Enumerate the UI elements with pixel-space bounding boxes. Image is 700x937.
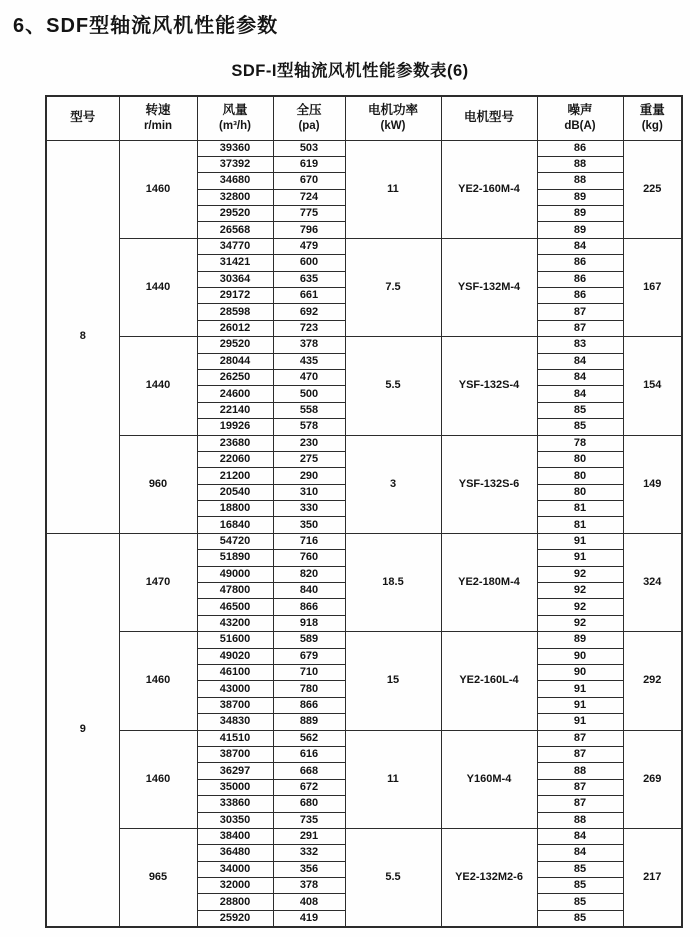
- pressure-cell: 672: [273, 779, 345, 795]
- weight-cell: 324: [623, 533, 682, 631]
- noise-cell: 87: [537, 304, 623, 320]
- model-cell: 9: [46, 533, 119, 926]
- flow-cell: 28044: [197, 353, 273, 369]
- noise-cell: 89: [537, 206, 623, 222]
- noise-cell: 91: [537, 714, 623, 730]
- noise-cell: 86: [537, 255, 623, 271]
- pressure-cell: 716: [273, 533, 345, 549]
- noise-cell: 85: [537, 419, 623, 435]
- motor-cell: YSF-132M-4: [441, 238, 537, 336]
- rpm-cell: 1460: [119, 632, 197, 730]
- noise-cell: 89: [537, 189, 623, 205]
- flow-cell: 43000: [197, 681, 273, 697]
- flow-cell: 33860: [197, 796, 273, 812]
- table-row: [46, 435, 682, 451]
- motor-cell: Y160M-4: [441, 730, 537, 828]
- power-cell: 11: [345, 730, 441, 828]
- rpm-cell: 1440: [119, 337, 197, 435]
- pressure-cell: 820: [273, 566, 345, 582]
- power-cell: 3: [345, 435, 441, 533]
- noise-cell: 84: [537, 845, 623, 861]
- page-title: 6、SDF型轴流风机性能参数: [13, 15, 279, 37]
- pressure-cell: 230: [273, 435, 345, 451]
- motor-cell: YSF-132S-6: [441, 435, 537, 533]
- noise-cell: 83: [537, 337, 623, 353]
- flow-cell: 39360: [197, 140, 273, 156]
- flow-cell: 26250: [197, 369, 273, 385]
- pressure-cell: 479: [273, 238, 345, 254]
- power-cell: 5.5: [345, 337, 441, 435]
- pressure-cell: 840: [273, 583, 345, 599]
- pressure-cell: 600: [273, 255, 345, 271]
- pressure-cell: 692: [273, 304, 345, 320]
- noise-cell: 92: [537, 583, 623, 599]
- noise-cell: 84: [537, 386, 623, 402]
- fan-performance-table: [45, 95, 683, 928]
- pressure-cell: 724: [273, 189, 345, 205]
- column-header-model: [46, 96, 119, 140]
- column-header-label: 电机功率: [367, 103, 418, 118]
- noise-cell: 88: [537, 812, 623, 828]
- pressure-cell: 668: [273, 763, 345, 779]
- pressure-cell: 408: [273, 894, 345, 910]
- noise-cell: 92: [537, 615, 623, 631]
- column-header-power: [345, 96, 441, 140]
- noise-cell: 91: [537, 550, 623, 566]
- flow-cell: 26568: [197, 222, 273, 238]
- weight-cell: 154: [623, 337, 682, 435]
- column-header-label: 风量: [222, 103, 248, 118]
- pressure-cell: 378: [273, 337, 345, 353]
- flow-cell: 28598: [197, 304, 273, 320]
- flow-cell: 47800: [197, 583, 273, 599]
- motor-cell: YE2-180M-4: [441, 533, 537, 631]
- column-header-label: 转速: [145, 103, 171, 118]
- weight-cell: 217: [623, 828, 682, 926]
- noise-cell: 81: [537, 517, 623, 533]
- flow-cell: 19926: [197, 419, 273, 435]
- flow-cell: 54720: [197, 533, 273, 549]
- column-header-pressure: [273, 96, 345, 140]
- noise-cell: 81: [537, 501, 623, 517]
- flow-cell: 46100: [197, 665, 273, 681]
- flow-cell: 49020: [197, 648, 273, 664]
- flow-cell: 32000: [197, 878, 273, 894]
- noise-cell: 84: [537, 353, 623, 369]
- flow-cell: 38700: [197, 746, 273, 762]
- column-header-noise: [537, 96, 623, 140]
- pressure-cell: 310: [273, 484, 345, 500]
- column-header-label: 型号: [70, 110, 96, 125]
- noise-cell: 87: [537, 796, 623, 812]
- flow-cell: 51600: [197, 632, 273, 648]
- table-row: [46, 828, 682, 844]
- motor-cell: YE2-160M-4: [441, 140, 537, 238]
- weight-cell: 149: [623, 435, 682, 533]
- pressure-cell: 918: [273, 615, 345, 631]
- rpm-cell: 1440: [119, 238, 197, 336]
- pressure-cell: 616: [273, 746, 345, 762]
- noise-cell: 86: [537, 288, 623, 304]
- column-header-label: 全压: [296, 103, 322, 118]
- table-row: [46, 730, 682, 746]
- flow-cell: 32800: [197, 189, 273, 205]
- flow-cell: 25920: [197, 910, 273, 926]
- rpm-cell: 1460: [119, 140, 197, 238]
- flow-cell: 38700: [197, 697, 273, 713]
- table-row: [46, 238, 682, 254]
- pressure-cell: 866: [273, 599, 345, 615]
- pressure-cell: 760: [273, 550, 345, 566]
- power-cell: 11: [345, 140, 441, 238]
- header-row: [46, 96, 682, 140]
- column-header-unit: r/min: [143, 119, 173, 132]
- table-row: [46, 140, 682, 156]
- pressure-cell: 889: [273, 714, 345, 730]
- noise-cell: 89: [537, 222, 623, 238]
- flow-cell: 35000: [197, 779, 273, 795]
- pressure-cell: 291: [273, 828, 345, 844]
- pressure-cell: 780: [273, 681, 345, 697]
- noise-cell: 85: [537, 910, 623, 926]
- pressure-cell: 670: [273, 173, 345, 189]
- noise-cell: 88: [537, 763, 623, 779]
- noise-cell: 87: [537, 779, 623, 795]
- table-header: [46, 96, 682, 140]
- pressure-cell: 578: [273, 419, 345, 435]
- pressure-cell: 558: [273, 402, 345, 418]
- column-header-unit: (kW): [380, 119, 406, 132]
- noise-cell: 80: [537, 451, 623, 467]
- noise-cell: 86: [537, 140, 623, 156]
- noise-cell: 90: [537, 665, 623, 681]
- flow-cell: 29520: [197, 337, 273, 353]
- pressure-cell: 500: [273, 386, 345, 402]
- flow-cell: 28800: [197, 894, 273, 910]
- flow-cell: 20540: [197, 484, 273, 500]
- flow-cell: 38400: [197, 828, 273, 844]
- column-header-weight: [623, 96, 682, 140]
- pressure-cell: 330: [273, 501, 345, 517]
- table-title: SDF-I型轴流风机性能参数表(6): [231, 62, 469, 80]
- flow-cell: 37392: [197, 156, 273, 172]
- noise-cell: 91: [537, 697, 623, 713]
- noise-cell: 89: [537, 632, 623, 648]
- pressure-cell: 332: [273, 845, 345, 861]
- pressure-cell: 290: [273, 468, 345, 484]
- flow-cell: 34830: [197, 714, 273, 730]
- column-header-unit: (kg): [641, 119, 663, 132]
- flow-cell: 29172: [197, 288, 273, 304]
- flow-cell: 31421: [197, 255, 273, 271]
- power-cell: 7.5: [345, 238, 441, 336]
- pressure-cell: 503: [273, 140, 345, 156]
- flow-cell: 34680: [197, 173, 273, 189]
- noise-cell: 85: [537, 878, 623, 894]
- rpm-cell: 1470: [119, 533, 197, 631]
- pressure-cell: 796: [273, 222, 345, 238]
- noise-cell: 84: [537, 828, 623, 844]
- noise-cell: 90: [537, 648, 623, 664]
- table-body: [46, 140, 682, 927]
- rpm-cell: 960: [119, 435, 197, 533]
- noise-cell: 85: [537, 861, 623, 877]
- pressure-cell: 562: [273, 730, 345, 746]
- weight-cell: 292: [623, 632, 682, 730]
- flow-cell: 36297: [197, 763, 273, 779]
- flow-cell: 43200: [197, 615, 273, 631]
- pressure-cell: 350: [273, 517, 345, 533]
- pressure-cell: 419: [273, 910, 345, 926]
- flow-cell: 46500: [197, 599, 273, 615]
- flow-cell: 16840: [197, 517, 273, 533]
- motor-cell: YE2-132M2-6: [441, 828, 537, 926]
- rpm-cell: 1460: [119, 730, 197, 828]
- pressure-cell: 679: [273, 648, 345, 664]
- flow-cell: 34770: [197, 238, 273, 254]
- noise-cell: 78: [537, 435, 623, 451]
- column-header-unit: (m³/h): [219, 119, 251, 132]
- column-header-rpm: [119, 96, 197, 140]
- flow-cell: 41510: [197, 730, 273, 746]
- motor-cell: YSF-132S-4: [441, 337, 537, 435]
- flow-cell: 18800: [197, 501, 273, 517]
- pressure-cell: 661: [273, 288, 345, 304]
- flow-cell: 23680: [197, 435, 273, 451]
- noise-cell: 80: [537, 468, 623, 484]
- flow-cell: 29520: [197, 206, 273, 222]
- pressure-cell: 589: [273, 632, 345, 648]
- noise-cell: 84: [537, 369, 623, 385]
- flow-cell: 51890: [197, 550, 273, 566]
- power-cell: 5.5: [345, 828, 441, 926]
- flow-cell: 49000: [197, 566, 273, 582]
- noise-cell: 87: [537, 730, 623, 746]
- noise-cell: 87: [537, 320, 623, 336]
- flow-cell: 21200: [197, 468, 273, 484]
- noise-cell: 88: [537, 156, 623, 172]
- column-header-motor: [441, 96, 537, 140]
- noise-cell: 88: [537, 173, 623, 189]
- flow-cell: 36480: [197, 845, 273, 861]
- noise-cell: 92: [537, 566, 623, 582]
- flow-cell: 30350: [197, 812, 273, 828]
- pressure-cell: 866: [273, 697, 345, 713]
- pressure-cell: 723: [273, 320, 345, 336]
- pressure-cell: 735: [273, 812, 345, 828]
- column-header-unit: (pa): [298, 119, 320, 132]
- table-row: [46, 632, 682, 648]
- noise-cell: 87: [537, 746, 623, 762]
- noise-cell: 80: [537, 484, 623, 500]
- flow-cell: 34000: [197, 861, 273, 877]
- pressure-cell: 619: [273, 156, 345, 172]
- flow-cell: 24600: [197, 386, 273, 402]
- noise-cell: 92: [537, 599, 623, 615]
- motor-cell: YE2-160L-4: [441, 632, 537, 730]
- power-cell: 18.5: [345, 533, 441, 631]
- pressure-cell: 470: [273, 369, 345, 385]
- weight-cell: 225: [623, 140, 682, 238]
- pressure-cell: 710: [273, 665, 345, 681]
- noise-cell: 91: [537, 533, 623, 549]
- flow-cell: 30364: [197, 271, 273, 287]
- weight-cell: 269: [623, 730, 682, 828]
- column-header-label: 电机型号: [463, 110, 514, 125]
- noise-cell: 84: [537, 238, 623, 254]
- rpm-cell: 965: [119, 828, 197, 926]
- pressure-cell: 635: [273, 271, 345, 287]
- model-cell: 8: [46, 140, 119, 533]
- table-row: [46, 533, 682, 549]
- column-header-flow: [197, 96, 273, 140]
- noise-cell: 85: [537, 402, 623, 418]
- pressure-cell: 680: [273, 796, 345, 812]
- noise-cell: 85: [537, 894, 623, 910]
- column-header-label: 噪声: [567, 103, 593, 118]
- flow-cell: 22060: [197, 451, 273, 467]
- flow-cell: 26012: [197, 320, 273, 336]
- power-cell: 15: [345, 632, 441, 730]
- noise-cell: 91: [537, 681, 623, 697]
- column-header-unit: dB(A): [564, 119, 596, 132]
- pressure-cell: 775: [273, 206, 345, 222]
- table-row: [46, 337, 682, 353]
- pressure-cell: 275: [273, 451, 345, 467]
- pressure-cell: 356: [273, 861, 345, 877]
- noise-cell: 86: [537, 271, 623, 287]
- weight-cell: 167: [623, 238, 682, 336]
- pressure-cell: 435: [273, 353, 345, 369]
- pressure-cell: 378: [273, 878, 345, 894]
- flow-cell: 22140: [197, 402, 273, 418]
- column-header-label: 重量: [639, 103, 665, 118]
